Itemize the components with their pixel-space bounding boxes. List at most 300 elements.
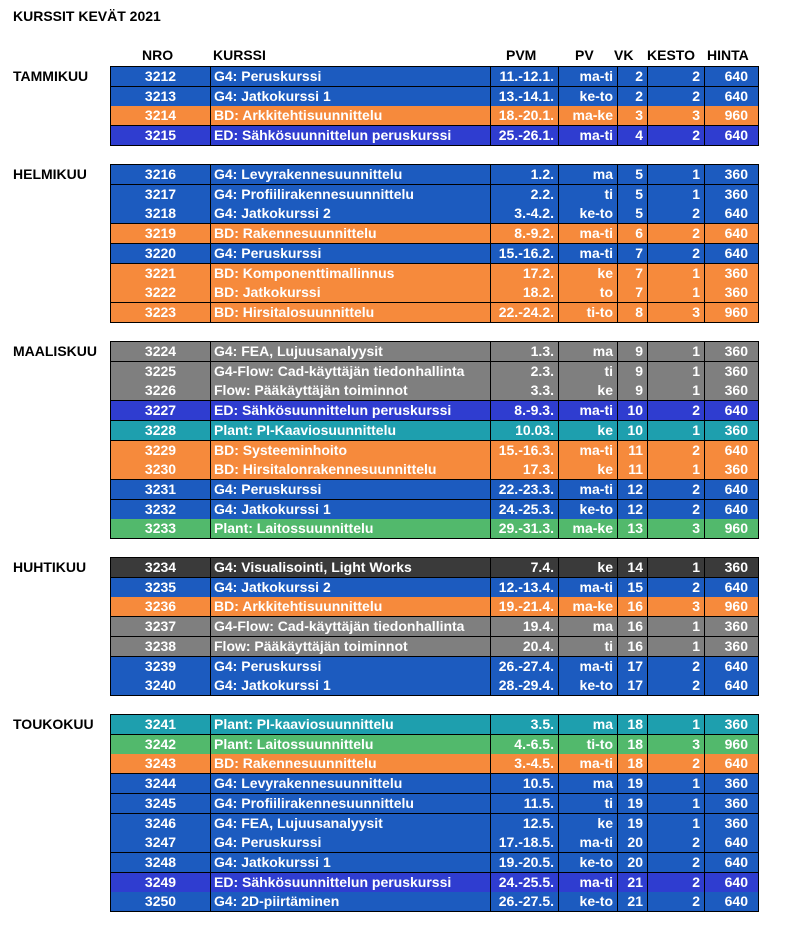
cell-kesto: 2 xyxy=(648,833,705,852)
cell-nro: 3236 xyxy=(111,597,211,616)
cell-pvm: 8.-9.2. xyxy=(491,224,559,243)
cell-pvm: 11.-12.1. xyxy=(491,67,559,86)
table-row xyxy=(110,657,759,677)
cell-kesto: 2 xyxy=(648,401,705,420)
cell-pvm: 20.4. xyxy=(491,637,559,656)
cell-kurssi: BD: Arkkitehtisuunnittelu xyxy=(211,597,491,616)
cell-kesto: 1 xyxy=(648,794,705,813)
cell-kurssi: BD: Rakennesuunnittelu xyxy=(211,754,491,773)
cell-kesto: 2 xyxy=(648,578,705,597)
table-row xyxy=(110,873,759,893)
cell-kesto: 1 xyxy=(648,715,705,734)
cell-hinta: 640 xyxy=(724,853,748,870)
cell-vk: 5 xyxy=(618,165,648,184)
cell-hinta: 360 xyxy=(724,461,748,478)
cell-hinta: 960 xyxy=(724,598,748,615)
cell-pvm: 24.-25.3. xyxy=(491,500,559,519)
cell-hinta: 640 xyxy=(724,834,748,851)
cell-nro: 3213 xyxy=(111,87,211,106)
table-row xyxy=(110,87,759,107)
cell-kurssi: BD: Komponenttimallinnus xyxy=(211,264,491,283)
table-row xyxy=(110,774,759,794)
cell-vk: 20 xyxy=(618,833,648,852)
month-label: TOUKOKUU xyxy=(13,716,94,732)
cell-kesto: 1 xyxy=(648,342,705,361)
cell-pv: ke-to xyxy=(559,87,618,106)
cell-vk: 7 xyxy=(618,283,648,302)
table-row xyxy=(110,244,759,264)
month-label: HELMIKUU xyxy=(13,166,87,182)
cell-kesto: 2 xyxy=(648,244,705,263)
cell-hinta: 640 xyxy=(724,205,748,222)
cell-vk: 19 xyxy=(618,774,648,793)
cell-nro: 3246 xyxy=(111,814,211,833)
cell-kesto: 2 xyxy=(648,67,705,86)
cell-kurssi: Flow: Pääkäyttäjän toiminnot xyxy=(211,381,491,400)
cell-pvm: 1.2. xyxy=(491,165,559,184)
cell-pv: ti-to xyxy=(559,735,618,754)
cell-nro: 3219 xyxy=(111,224,211,243)
cell-hinta: 360 xyxy=(724,185,748,202)
cell-kurssi: G4: Profiilirakennesuunnittelu xyxy=(211,185,491,204)
table-row xyxy=(110,794,759,814)
cell-pv: ma-ti xyxy=(559,480,618,499)
cell-kurssi: G4: Peruskurssi xyxy=(211,244,491,263)
cell-kesto: 2 xyxy=(648,480,705,499)
cell-kesto: 1 xyxy=(648,283,705,302)
cell-pv: ma-ti xyxy=(559,657,618,676)
cell-kurssi: Plant: Laitossuunnittelu xyxy=(211,519,491,538)
table-row xyxy=(110,401,759,421)
cell-pvm: 3.-4.2. xyxy=(491,204,559,223)
cell-kurssi: Flow: Pääkäyttäjän toiminnot xyxy=(211,637,491,656)
cell-vk: 16 xyxy=(618,637,648,656)
cell-hinta: 360 xyxy=(724,264,748,281)
cell-vk: 14 xyxy=(618,558,648,577)
cell-kesto: 1 xyxy=(648,814,705,833)
cell-kurssi: ED: Sähkösuunnittelun peruskurssi xyxy=(211,873,491,892)
cell-pv: ti xyxy=(559,637,618,656)
header-kesto: KESTO xyxy=(647,47,695,63)
table-row xyxy=(110,441,759,461)
cell-pv: ke-to xyxy=(559,500,618,519)
header-pvm: PVM xyxy=(506,47,537,63)
cell-kesto: 3 xyxy=(648,735,705,754)
cell-kurssi: G4: Jatkokurssi 1 xyxy=(211,87,491,106)
cell-kurssi: ED: Sähkösuunnittelun peruskurssi xyxy=(211,126,491,145)
cell-pv: ke xyxy=(559,421,618,440)
cell-kesto: 2 xyxy=(648,441,705,460)
cell-vk: 10 xyxy=(618,401,648,420)
cell-kurssi: G4: Jatkokurssi 1 xyxy=(211,500,491,519)
table-row xyxy=(110,303,759,323)
cell-vk: 6 xyxy=(618,224,648,243)
cell-pv: ti-to xyxy=(559,303,618,322)
cell-nro: 3244 xyxy=(111,774,211,793)
cell-kurssi: G4: Jatkokurssi 1 xyxy=(211,676,491,695)
cell-kesto: 1 xyxy=(648,460,705,479)
cell-vk: 12 xyxy=(618,500,648,519)
cell-kurssi: G4: Peruskurssi xyxy=(211,67,491,86)
cell-vk: 16 xyxy=(618,617,648,636)
cell-vk: 10 xyxy=(618,421,648,440)
cell-nro: 3245 xyxy=(111,794,211,813)
cell-nro: 3216 xyxy=(111,165,211,184)
cell-pvm: 18.2. xyxy=(491,283,559,302)
cell-vk: 17 xyxy=(618,676,648,695)
cell-kurssi: G4: Visualisointi, Light Works xyxy=(211,558,491,577)
cell-pv: to xyxy=(559,283,618,302)
cell-hinta: 360 xyxy=(724,382,748,399)
cell-kesto: 3 xyxy=(648,597,705,616)
cell-nro: 3247 xyxy=(111,833,211,852)
cell-kurssi: G4: Peruskurssi xyxy=(211,657,491,676)
cell-nro: 3229 xyxy=(111,441,211,460)
cell-kurssi: G4: Levyrakennesuunnittelu xyxy=(211,165,491,184)
cell-nro: 3214 xyxy=(111,106,211,125)
cell-hinta: 360 xyxy=(724,618,748,635)
cell-kurssi: Plant: Laitossuunnittelu xyxy=(211,735,491,754)
cell-pvm: 10.5. xyxy=(491,774,559,793)
cell-nro: 3240 xyxy=(111,676,211,695)
cell-pv: ke xyxy=(559,264,618,283)
cell-vk: 3 xyxy=(618,106,648,125)
cell-pvm: 29.-31.3. xyxy=(491,519,559,538)
cell-kesto: 2 xyxy=(648,892,705,911)
cell-pv: ma-ti xyxy=(559,441,618,460)
cell-kesto: 2 xyxy=(648,204,705,223)
table-row xyxy=(110,185,759,205)
cell-nro: 3250 xyxy=(111,892,211,911)
cell-nro: 3224 xyxy=(111,342,211,361)
header-kurssi: KURSSI xyxy=(213,47,266,63)
table-row xyxy=(110,714,759,735)
cell-hinta: 640 xyxy=(724,87,748,104)
cell-pvm: 22.-24.2. xyxy=(491,303,559,322)
cell-kesto: 1 xyxy=(648,774,705,793)
table-row xyxy=(110,754,759,774)
cell-hinta: 960 xyxy=(724,107,748,124)
month-label: MAALISKUU xyxy=(13,343,97,359)
table-row xyxy=(110,381,759,401)
cell-pv: ma xyxy=(559,342,618,361)
cell-pvm: 8.-9.3. xyxy=(491,401,559,420)
cell-vk: 13 xyxy=(618,519,648,538)
cell-pv: ma-ke xyxy=(559,106,618,125)
cell-vk: 4 xyxy=(618,126,648,145)
cell-hinta: 640 xyxy=(724,873,748,890)
cell-hinta: 360 xyxy=(724,362,748,379)
cell-vk: 18 xyxy=(618,715,648,734)
table-row xyxy=(110,637,759,657)
cell-nro: 3227 xyxy=(111,401,211,420)
cell-vk: 11 xyxy=(618,441,648,460)
table-row xyxy=(110,519,759,539)
cell-vk: 9 xyxy=(618,362,648,381)
cell-pv: ma-ti xyxy=(559,833,618,852)
cell-kurssi: BD: Hirsitalonrakennesuunnittelu xyxy=(211,460,491,479)
month-label: TAMMIKUU xyxy=(13,68,89,84)
cell-nro: 3233 xyxy=(111,519,211,538)
cell-pv: ti xyxy=(559,794,618,813)
cell-hinta: 640 xyxy=(724,500,748,517)
cell-kurssi: G4: Peruskurssi xyxy=(211,833,491,852)
cell-hinta: 640 xyxy=(724,225,748,242)
cell-nro: 3241 xyxy=(111,715,211,734)
cell-kurssi: ED: Sähkösuunnittelun peruskurssi xyxy=(211,401,491,420)
cell-kurssi: BD: Jatkokurssi xyxy=(211,283,491,302)
cell-vk: 12 xyxy=(618,480,648,499)
cell-pvm: 18.-20.1. xyxy=(491,106,559,125)
cell-kesto: 1 xyxy=(648,264,705,283)
table-row xyxy=(110,362,759,382)
cell-pv: ti xyxy=(559,362,618,381)
table-row xyxy=(110,341,759,362)
cell-pvm: 12.-13.4. xyxy=(491,578,559,597)
cell-kesto: 2 xyxy=(648,676,705,695)
cell-kurssi: G4: Jatkokurssi 2 xyxy=(211,578,491,597)
cell-nro: 3230 xyxy=(111,460,211,479)
cell-pv: ke xyxy=(559,558,618,577)
table-row xyxy=(110,833,759,853)
page-title: KURSSIT KEVÄT 2021 xyxy=(13,8,161,24)
cell-pvm: 17.2. xyxy=(491,264,559,283)
cell-pvm: 22.-23.3. xyxy=(491,480,559,499)
cell-hinta: 640 xyxy=(724,441,748,458)
cell-pvm: 1.3. xyxy=(491,342,559,361)
table-row xyxy=(110,106,759,126)
cell-pvm: 2.2. xyxy=(491,185,559,204)
cell-hinta: 640 xyxy=(724,402,748,419)
table-row xyxy=(110,892,759,912)
cell-vk: 19 xyxy=(618,794,648,813)
cell-pvm: 10.03. xyxy=(491,421,559,440)
cell-pv: ma-ke xyxy=(559,597,618,616)
cell-vk: 8 xyxy=(618,303,648,322)
cell-kurssi: G4-Flow: Cad-käyttäjän tiedonhallinta xyxy=(211,617,491,636)
cell-pv: ma-ti xyxy=(559,126,618,145)
cell-pv: ma-ti xyxy=(559,244,618,263)
cell-nro: 3218 xyxy=(111,204,211,223)
cell-pv: ke xyxy=(559,460,618,479)
table-row xyxy=(110,597,759,617)
cell-pv: ma-ti xyxy=(559,401,618,420)
cell-pv: ma xyxy=(559,774,618,793)
cell-vk: 16 xyxy=(618,597,648,616)
cell-pv: ma xyxy=(559,165,618,184)
cell-nro: 3237 xyxy=(111,617,211,636)
cell-pvm: 3.3. xyxy=(491,381,559,400)
cell-kurssi: BD: Arkkitehtisuunnittelu xyxy=(211,106,491,125)
cell-vk: 18 xyxy=(618,735,648,754)
cell-vk: 21 xyxy=(618,873,648,892)
cell-pv: ti xyxy=(559,185,618,204)
table-row xyxy=(110,578,759,598)
cell-kesto: 1 xyxy=(648,381,705,400)
cell-nro: 3226 xyxy=(111,381,211,400)
cell-hinta: 360 xyxy=(724,716,748,732)
cell-hinta: 960 xyxy=(724,303,748,320)
cell-kurssi: G4: Peruskurssi xyxy=(211,480,491,499)
cell-kesto: 2 xyxy=(648,500,705,519)
cell-pv: ke xyxy=(559,381,618,400)
table-row xyxy=(110,676,759,696)
cell-hinta: 640 xyxy=(724,657,748,674)
cell-nro: 3220 xyxy=(111,244,211,263)
cell-vk: 7 xyxy=(618,244,648,263)
cell-pvm: 19.-21.4. xyxy=(491,597,559,616)
cell-kurssi: G4-Flow: Cad-käyttäjän tiedonhallinta xyxy=(211,362,491,381)
cell-kesto: 1 xyxy=(648,637,705,656)
cell-kurssi: Plant: PI-Kaaviosuunnittelu xyxy=(211,421,491,440)
cell-kurssi: G4: Levyrakennesuunnittelu xyxy=(211,774,491,793)
cell-nro: 3222 xyxy=(111,283,211,302)
cell-vk: 21 xyxy=(618,892,648,911)
cell-kurssi: G4: Profiilirakennesuunnittelu xyxy=(211,794,491,813)
cell-hinta: 640 xyxy=(724,127,748,144)
cell-pv: ma-ti xyxy=(559,754,618,773)
cell-pv: ma-ti xyxy=(559,224,618,243)
cell-vk: 19 xyxy=(618,814,648,833)
cell-hinta: 640 xyxy=(724,578,748,595)
cell-nro: 3249 xyxy=(111,873,211,892)
month-label: HUHTIKUU xyxy=(13,559,87,575)
cell-pvm: 19.4. xyxy=(491,617,559,636)
cell-kesto: 2 xyxy=(648,873,705,892)
cell-pv: ke-to xyxy=(559,853,618,872)
table-row xyxy=(110,557,759,578)
cell-nro: 3239 xyxy=(111,657,211,676)
cell-pv: ke-to xyxy=(559,892,618,911)
cell-hinta: 640 xyxy=(724,893,748,910)
cell-pvm: 11.5. xyxy=(491,794,559,813)
cell-nro: 3212 xyxy=(111,67,211,86)
table-row xyxy=(110,224,759,244)
table-row xyxy=(110,853,759,873)
cell-pvm: 4.-6.5. xyxy=(491,735,559,754)
cell-hinta: 640 xyxy=(724,677,748,694)
cell-nro: 3228 xyxy=(111,421,211,440)
cell-pvm: 26.-27.5. xyxy=(491,892,559,911)
cell-pvm: 13.-14.1. xyxy=(491,87,559,106)
cell-pvm: 7.4. xyxy=(491,558,559,577)
header-pv: PV xyxy=(575,47,594,63)
cell-pvm: 17.-18.5. xyxy=(491,833,559,852)
table-row xyxy=(110,164,759,185)
table-row xyxy=(110,460,759,480)
table-row xyxy=(110,617,759,637)
cell-kesto: 2 xyxy=(648,224,705,243)
table-row xyxy=(110,500,759,520)
cell-vk: 15 xyxy=(618,578,648,597)
cell-pv: ke-to xyxy=(559,204,618,223)
header-hinta: HINTA xyxy=(707,47,749,63)
cell-vk: 2 xyxy=(618,87,648,106)
cell-kurssi: G4: Jatkokurssi 2 xyxy=(211,204,491,223)
cell-vk: 2 xyxy=(618,67,648,86)
cell-kesto: 2 xyxy=(648,87,705,106)
table-row xyxy=(110,264,759,284)
cell-pvm: 3.-4.5. xyxy=(491,754,559,773)
cell-hinta: 640 xyxy=(724,755,748,772)
cell-kesto: 1 xyxy=(648,362,705,381)
cell-hinta: 360 xyxy=(724,775,748,792)
cell-nro: 3238 xyxy=(111,637,211,656)
cell-kurssi: G4: FEA, Lujuusanalyysit xyxy=(211,814,491,833)
cell-kesto: 1 xyxy=(648,617,705,636)
cell-vk: 20 xyxy=(618,853,648,872)
cell-nro: 3242 xyxy=(111,735,211,754)
cell-hinta: 640 xyxy=(724,244,748,261)
cell-pvm: 19.-20.5. xyxy=(491,853,559,872)
cell-vk: 7 xyxy=(618,264,648,283)
cell-kurssi: G4: 2D-piirtäminen xyxy=(211,892,491,911)
cell-nro: 3221 xyxy=(111,264,211,283)
cell-pv: ma-ti xyxy=(559,67,618,86)
cell-nro: 3231 xyxy=(111,480,211,499)
cell-pv: ma xyxy=(559,617,618,636)
cell-vk: 17 xyxy=(618,657,648,676)
cell-pvm: 25.-26.1. xyxy=(491,126,559,145)
table-row xyxy=(110,814,759,834)
cell-pv: ke xyxy=(559,814,618,833)
cell-pv: ma-ke xyxy=(559,519,618,538)
cell-kurssi: BD: Rakennesuunnittelu xyxy=(211,224,491,243)
header-vk: VK xyxy=(614,47,634,63)
cell-vk: 5 xyxy=(618,204,648,223)
cell-hinta: 360 xyxy=(724,284,748,301)
cell-pvm: 28.-29.4. xyxy=(491,676,559,695)
header-nro: NRO xyxy=(142,47,174,63)
table-row xyxy=(110,283,759,303)
cell-hinta: 360 xyxy=(724,794,748,811)
cell-hinta: 360 xyxy=(724,343,748,359)
cell-kesto: 1 xyxy=(648,558,705,577)
cell-vk: 11 xyxy=(618,460,648,479)
cell-kesto: 2 xyxy=(648,126,705,145)
cell-hinta: 960 xyxy=(724,735,748,752)
cell-vk: 9 xyxy=(618,342,648,361)
table-row xyxy=(110,421,759,441)
cell-nro: 3232 xyxy=(111,500,211,519)
cell-kesto: 2 xyxy=(648,657,705,676)
cell-kesto: 2 xyxy=(648,853,705,872)
cell-vk: 9 xyxy=(618,381,648,400)
table-row xyxy=(110,66,759,87)
table-row xyxy=(110,735,759,755)
table-row xyxy=(110,204,759,224)
cell-kurssi: BD: Systeeminhoito xyxy=(211,441,491,460)
cell-pv: ma-ti xyxy=(559,578,618,597)
cell-nro: 3248 xyxy=(111,853,211,872)
cell-kurssi: G4: Jatkokurssi 1 xyxy=(211,853,491,872)
cell-kesto: 2 xyxy=(648,754,705,773)
cell-pvm: 3.5. xyxy=(491,715,559,734)
cell-hinta: 640 xyxy=(724,480,748,497)
cell-nro: 3225 xyxy=(111,362,211,381)
cell-pv: ma-ti xyxy=(559,873,618,892)
cell-nro: 3217 xyxy=(111,185,211,204)
cell-kurssi: Plant: PI-kaaviosuunnittelu xyxy=(211,715,491,734)
cell-pvm: 24.-25.5. xyxy=(491,873,559,892)
cell-kurssi: BD: Hirsitalosuunnittelu xyxy=(211,303,491,322)
cell-hinta: 360 xyxy=(724,559,748,575)
cell-pvm: 15.-16.3. xyxy=(491,441,559,460)
cell-hinta: 360 xyxy=(724,637,748,654)
cell-pvm: 12.5. xyxy=(491,814,559,833)
table-row xyxy=(110,126,759,146)
cell-vk: 18 xyxy=(618,754,648,773)
